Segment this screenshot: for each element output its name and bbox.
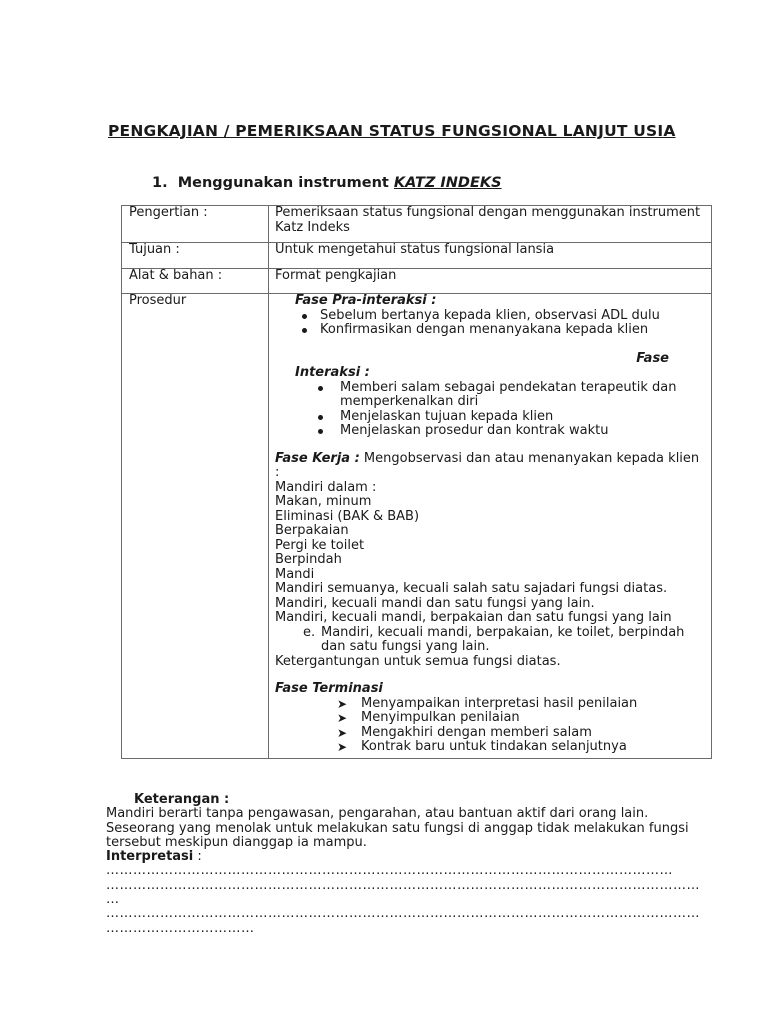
list-item-text: Menyimpulkan penilaian xyxy=(361,710,520,725)
terminasi-list xyxy=(275,697,705,755)
row-label-tujuan: Tujuan : xyxy=(122,243,269,269)
keterangan-block xyxy=(106,793,706,936)
table-row-tujuan xyxy=(122,243,712,269)
list-item-text: Menyampaikan interpretasi hasil penilaian xyxy=(361,695,638,711)
dotted-fill-line: ……………………………………………………………………………………………………………… xyxy=(106,864,673,879)
keterangan-line: Mandiri berarti tanpa pengawasan, pengarahan, atau bantuan aktif dari orang lain. xyxy=(106,806,649,822)
list-item: Sebelum bertanya kepada klien, observasi ADL dulu xyxy=(275,309,705,324)
section-number: 1. xyxy=(152,175,168,191)
fase-word: Fase xyxy=(636,350,669,366)
kerja-line: Mandiri, kecuali mandi dan satu fungsi yang lain. xyxy=(275,595,595,611)
kerja-line: Mandi xyxy=(275,566,315,582)
keterangan-title: Keterangan : xyxy=(134,792,230,807)
kerja-paragraph xyxy=(275,452,705,481)
kerja-line: Pergi ke toilet xyxy=(275,537,365,553)
list-item: Menjelaskan tujuan kepada klien xyxy=(275,410,705,425)
kerja-line: Mandiri semuanya, kecuali salah satu sajadari fungsi diatas. xyxy=(275,581,668,596)
kerja-line: Mandiri, kecuali mandi, berpakaian dan satu fungsi yang lain xyxy=(275,610,672,625)
kerja-line: Berpindah xyxy=(275,552,342,567)
e-marker: e. xyxy=(303,624,316,640)
terminasi-title: Fase Terminasi xyxy=(275,681,383,696)
table-row-prosedur xyxy=(122,294,712,759)
row-value-pengertian: Pemeriksaan status fungsional dengan menggunakan instrument Katz Indeks xyxy=(269,206,712,243)
kerja-line: Mandiri dalam : xyxy=(275,479,377,495)
row-label-pengertian: Pengertian : xyxy=(122,206,269,243)
pra-interaksi-list xyxy=(275,309,705,338)
kerja-text: Mengobservasi dan atau menanyakan kepada klien : xyxy=(275,450,700,480)
section-text: Menggunakan instrument xyxy=(177,175,394,191)
kerja-e-item xyxy=(275,626,705,655)
interpretasi-heading xyxy=(106,850,706,864)
list-item xyxy=(275,697,705,712)
instrument-name: KATZ INDEKS xyxy=(393,175,502,191)
list-item: Memberi salam sebagai pendekatan terapeutik dan memperkenalkan diri xyxy=(275,381,705,410)
dotted-fill-line: …………………………………………………………………………………………………………………… xyxy=(106,878,700,893)
table-row-alat xyxy=(122,269,712,294)
dotted-fill-line: … xyxy=(106,893,120,908)
row-label-prosedur: Prosedur xyxy=(122,294,269,759)
kerja-line: Makan, minum xyxy=(275,494,372,509)
interaksi-list xyxy=(275,381,705,439)
arrow-bullet-icon: ➤ xyxy=(337,725,348,740)
list-item: Menjelaskan prosedur dan kontrak waktu xyxy=(275,424,705,439)
kerja-title: Fase Kerja : xyxy=(275,450,360,466)
e-text: Mandiri, kecuali mandi, berpakaian, ke toilet, berpindah dan satu fungsi yang lain. xyxy=(321,624,685,654)
row-value-tujuan: Untuk mengetahui status fungsional lansia xyxy=(269,243,712,269)
dotted-fill-line: …………………………………………………………………………………………………………………… xyxy=(106,907,700,922)
row-value-alat: Format pengkajian xyxy=(269,269,712,294)
interpretasi-colon: : xyxy=(193,849,202,865)
list-item xyxy=(275,726,705,741)
document-title xyxy=(108,122,708,141)
kerja-line: Eliminasi (BAK & BAB) xyxy=(275,508,420,524)
arrow-bullet-icon: ➤ xyxy=(337,696,348,711)
dotted-fill-line: …………………………… xyxy=(106,921,255,936)
kerja-line: Berpakaian xyxy=(275,523,349,538)
section-heading xyxy=(152,175,502,191)
list-item xyxy=(275,711,705,726)
arrow-bullet-icon: ➤ xyxy=(337,711,348,725)
procedure-table xyxy=(121,205,712,759)
keterangan-line: Seseorang yang menolak untuk melakukan satu fungsi di anggap tidak melakukan fungsi tersebut meskipun dianggap ia mampu. xyxy=(106,820,689,850)
list-item xyxy=(275,740,705,755)
list-item-text: Mengakhiri dengan memberi salam xyxy=(361,724,592,740)
table-row-pengertian xyxy=(122,206,712,243)
row-label-alat: Alat & bahan : xyxy=(122,269,269,294)
list-item: Konfirmasikan dengan menanyakana kepada klien xyxy=(275,323,705,338)
ketergantungan-line: Ketergantungan untuk semua fungsi diatas. xyxy=(275,653,561,669)
pra-interaksi-title: Fase Pra-interaksi : xyxy=(295,293,437,308)
interpretasi-label: Interpretasi xyxy=(106,849,194,865)
row-value-prosedur xyxy=(269,294,712,759)
list-item-text: Kontrak baru untuk tindakan selanjutnya xyxy=(361,739,627,754)
interaksi-title: Interaksi : xyxy=(295,365,370,380)
document-title-text: PENGKAJIAN / PEMERIKSAAN STATUS FUNGSIONAL LANJUT USIA xyxy=(108,122,676,140)
arrow-bullet-icon: ➤ xyxy=(337,740,348,754)
